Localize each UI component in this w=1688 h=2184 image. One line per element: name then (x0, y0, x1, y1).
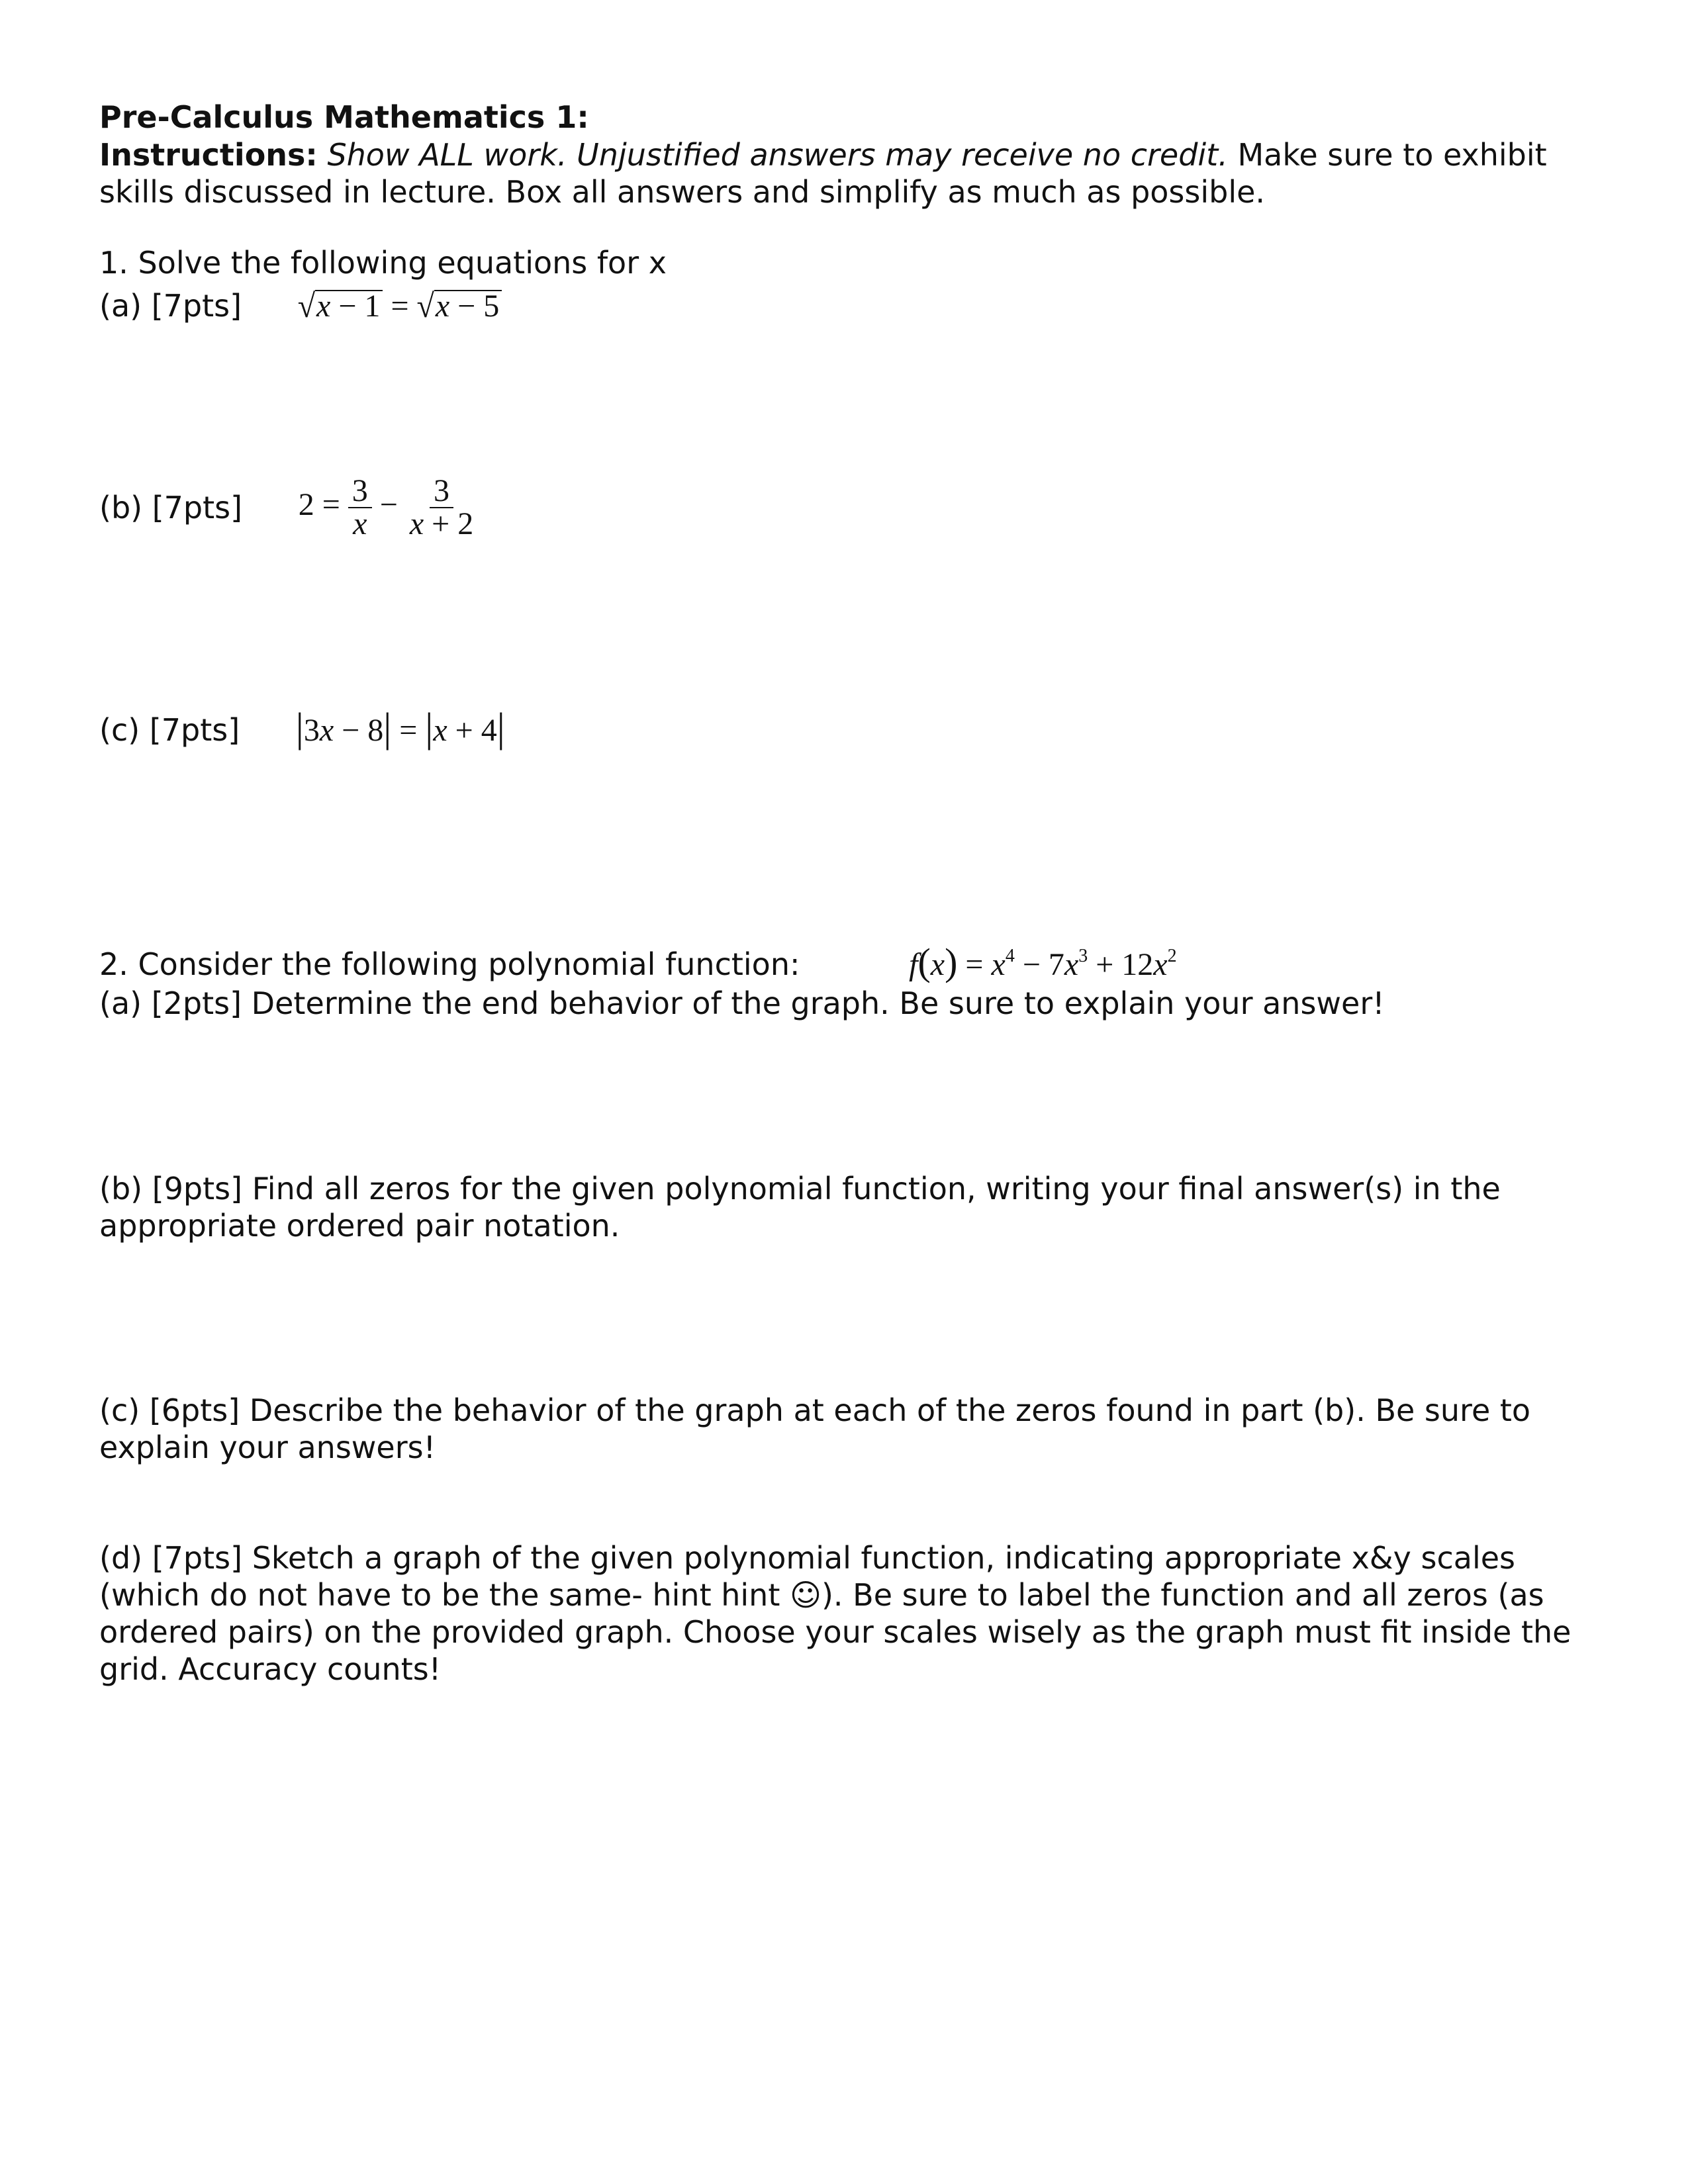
equation-1c: |3x − 8| = |x + 4| (295, 704, 505, 751)
instructions-italic: Show ALL work. Unjustified answers may receive no credit. (327, 137, 1228, 173)
question-2d: (d) [7pts] Sketch a graph of the given polynomial function, indicating appropriate x&y scales (which do not have to be the same- hint hint ☺). Be sure to label the function and all zeros (as ordered pairs) on the provided graph. Choose your scales wisely as the graph must fit inside the grid. Accuracy counts! (99, 1540, 1571, 1687)
page-title: Pre-Calculus Mathematics 1: (99, 99, 589, 135)
question-1a-label: (a) [7pts] (99, 288, 242, 324)
equation-1b: 2 = $\frac{3}{x}$ − $\frac{3}{x + 2}$ (298, 473, 474, 541)
question-1c (99, 705, 505, 751)
polynomial-function: $f(x) = x^4 - 7x^3 + 12x^2$ (909, 940, 1177, 983)
instructions-rest: Make sure to exhibit skills discussed in lecture. Box all answers and simplify as much as possible. (99, 137, 1547, 210)
question-2a: (a) [2pts] Determine the end behavior of the graph. Be sure to explain your answer! (99, 985, 1385, 1021)
question-1a (99, 288, 502, 324)
question-2b: (b) [9pts] Find all zeros for the given polynomial function, writing your final answer(s) in the appropriate ordered pair notation. (99, 1171, 1501, 1244)
question-1b-label: (b) [7pts] (99, 490, 243, 525)
equation-1a: √x − 1 = √x − 5 (298, 289, 502, 324)
instructions (99, 136, 1595, 210)
question-1c-label: (c) [7pts] (99, 712, 240, 748)
question-2-prompt: 2. Consider the following polynomial function: (99, 946, 800, 982)
instructions-label: Instructions: (99, 137, 318, 173)
question-2 (99, 940, 1177, 984)
question-2c: (c) [6pts] Describe the behavior of the graph at each of the zeros found in part (b). Be sure to explain your answers! (99, 1392, 1531, 1465)
question-1b (99, 475, 477, 540)
question-1-prompt: 1. Solve the following equations for x (99, 245, 667, 281)
